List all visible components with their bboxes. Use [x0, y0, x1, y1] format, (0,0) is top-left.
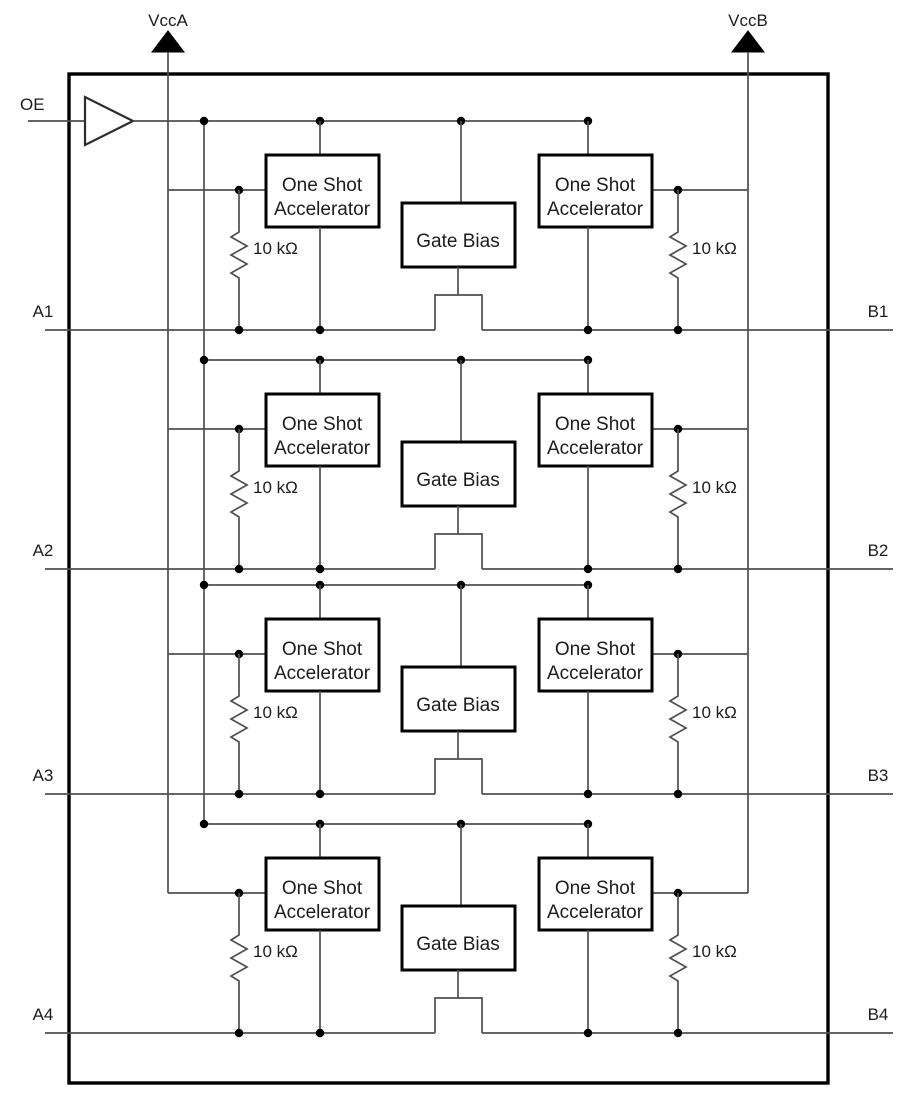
resistor-value-label: 10 kΩ [253, 478, 298, 497]
resistor-value-label: 10 kΩ [692, 239, 737, 258]
one-shot-label-line2: Accelerator [546, 663, 644, 684]
resistor-value-label: 10 kΩ [253, 703, 298, 722]
pass-transistor-icon [435, 998, 482, 1033]
channel-a-pin-label: A3 [32, 766, 54, 785]
one-shot-label-line2: Accelerator [546, 902, 644, 923]
pullup-resistor-icon [231, 190, 247, 330]
one-shot-label-line1: One Shot [554, 414, 636, 435]
channel-1 [33, 117, 893, 334]
pullup-resistor-icon [670, 654, 686, 794]
channel-2 [33, 356, 893, 573]
junction-dot [235, 790, 243, 798]
one-shot-label-line2: Accelerator [546, 438, 644, 459]
junction-dot [316, 326, 324, 334]
one-shot-label-line1: One Shot [554, 175, 636, 196]
channel-a-pin-label: A2 [32, 541, 54, 560]
channel-b-pin-label: B4 [867, 1005, 889, 1024]
vccb-pin [728, 11, 768, 893]
junction-dot [235, 565, 243, 573]
pullup-resistor-icon [670, 429, 686, 569]
gate-bias-label: Gate Bias [416, 695, 500, 716]
gate-bias-label: Gate Bias [416, 470, 500, 491]
pass-transistor-icon [435, 534, 482, 569]
oe-buffer-icon [85, 97, 133, 145]
junction-dot [316, 1029, 324, 1037]
one-shot-label-line1: One Shot [281, 639, 363, 660]
vcca-label: VccA [148, 11, 188, 30]
junction-dot [674, 790, 682, 798]
one-shot-label-line1: One Shot [554, 639, 636, 660]
resistor-value-label: 10 kΩ [692, 942, 737, 961]
one-shot-label-line2: Accelerator [273, 663, 371, 684]
junction-dot [200, 820, 208, 828]
one-shot-label-line1: One Shot [281, 175, 363, 196]
junction-dot [584, 326, 592, 334]
one-shot-label-line2: Accelerator [546, 199, 644, 220]
resistor-value-label: 10 kΩ [253, 239, 298, 258]
junction-dot [200, 356, 208, 364]
junction-dot [316, 565, 324, 573]
vccb-label: VccB [728, 11, 768, 30]
pullup-resistor-icon [231, 429, 247, 569]
junction-dot [200, 581, 208, 589]
oe-input [20, 95, 133, 145]
channel-a-pin-label: A4 [32, 1005, 54, 1024]
gate-bias-label: Gate Bias [416, 934, 500, 955]
vccb-arrow-icon [732, 31, 764, 52]
pass-transistor-icon [435, 759, 482, 794]
junction-dot [674, 326, 682, 334]
channel-4 [33, 820, 893, 1037]
pass-transistor-icon [435, 295, 482, 330]
junction-dot [674, 565, 682, 573]
junction-dot [584, 565, 592, 573]
one-shot-label-line2: Accelerator [273, 199, 371, 220]
pullup-resistor-icon [231, 893, 247, 1033]
junction-dot [200, 117, 208, 125]
junction-dot [235, 326, 243, 334]
oe-label: OE [20, 95, 45, 114]
junction-dot [235, 1029, 243, 1037]
vcca-arrow-icon [152, 31, 184, 52]
pullup-resistor-icon [670, 190, 686, 330]
pullup-resistor-icon [231, 654, 247, 794]
junction-dot [674, 1029, 682, 1037]
channel-3 [33, 581, 893, 798]
channel-b-pin-label: B1 [867, 302, 889, 321]
junction-dot [584, 1029, 592, 1037]
junction-dot [316, 790, 324, 798]
one-shot-label-line2: Accelerator [273, 438, 371, 459]
one-shot-label-line2: Accelerator [273, 902, 371, 923]
channel-b-pin-label: B2 [867, 541, 889, 560]
one-shot-label-line1: One Shot [281, 878, 363, 899]
gate-bias-label: Gate Bias [416, 231, 500, 252]
pullup-resistor-icon [670, 893, 686, 1033]
resistor-value-label: 10 kΩ [692, 703, 737, 722]
one-shot-label-line1: One Shot [281, 414, 363, 435]
vcca-pin [148, 11, 188, 893]
resistor-value-label: 10 kΩ [253, 942, 298, 961]
junction-dot [584, 790, 592, 798]
channel-a-pin-label: A1 [32, 302, 54, 321]
resistor-value-label: 10 kΩ [692, 478, 737, 497]
one-shot-label-line1: One Shot [554, 878, 636, 899]
channel-b-pin-label: B3 [867, 766, 889, 785]
